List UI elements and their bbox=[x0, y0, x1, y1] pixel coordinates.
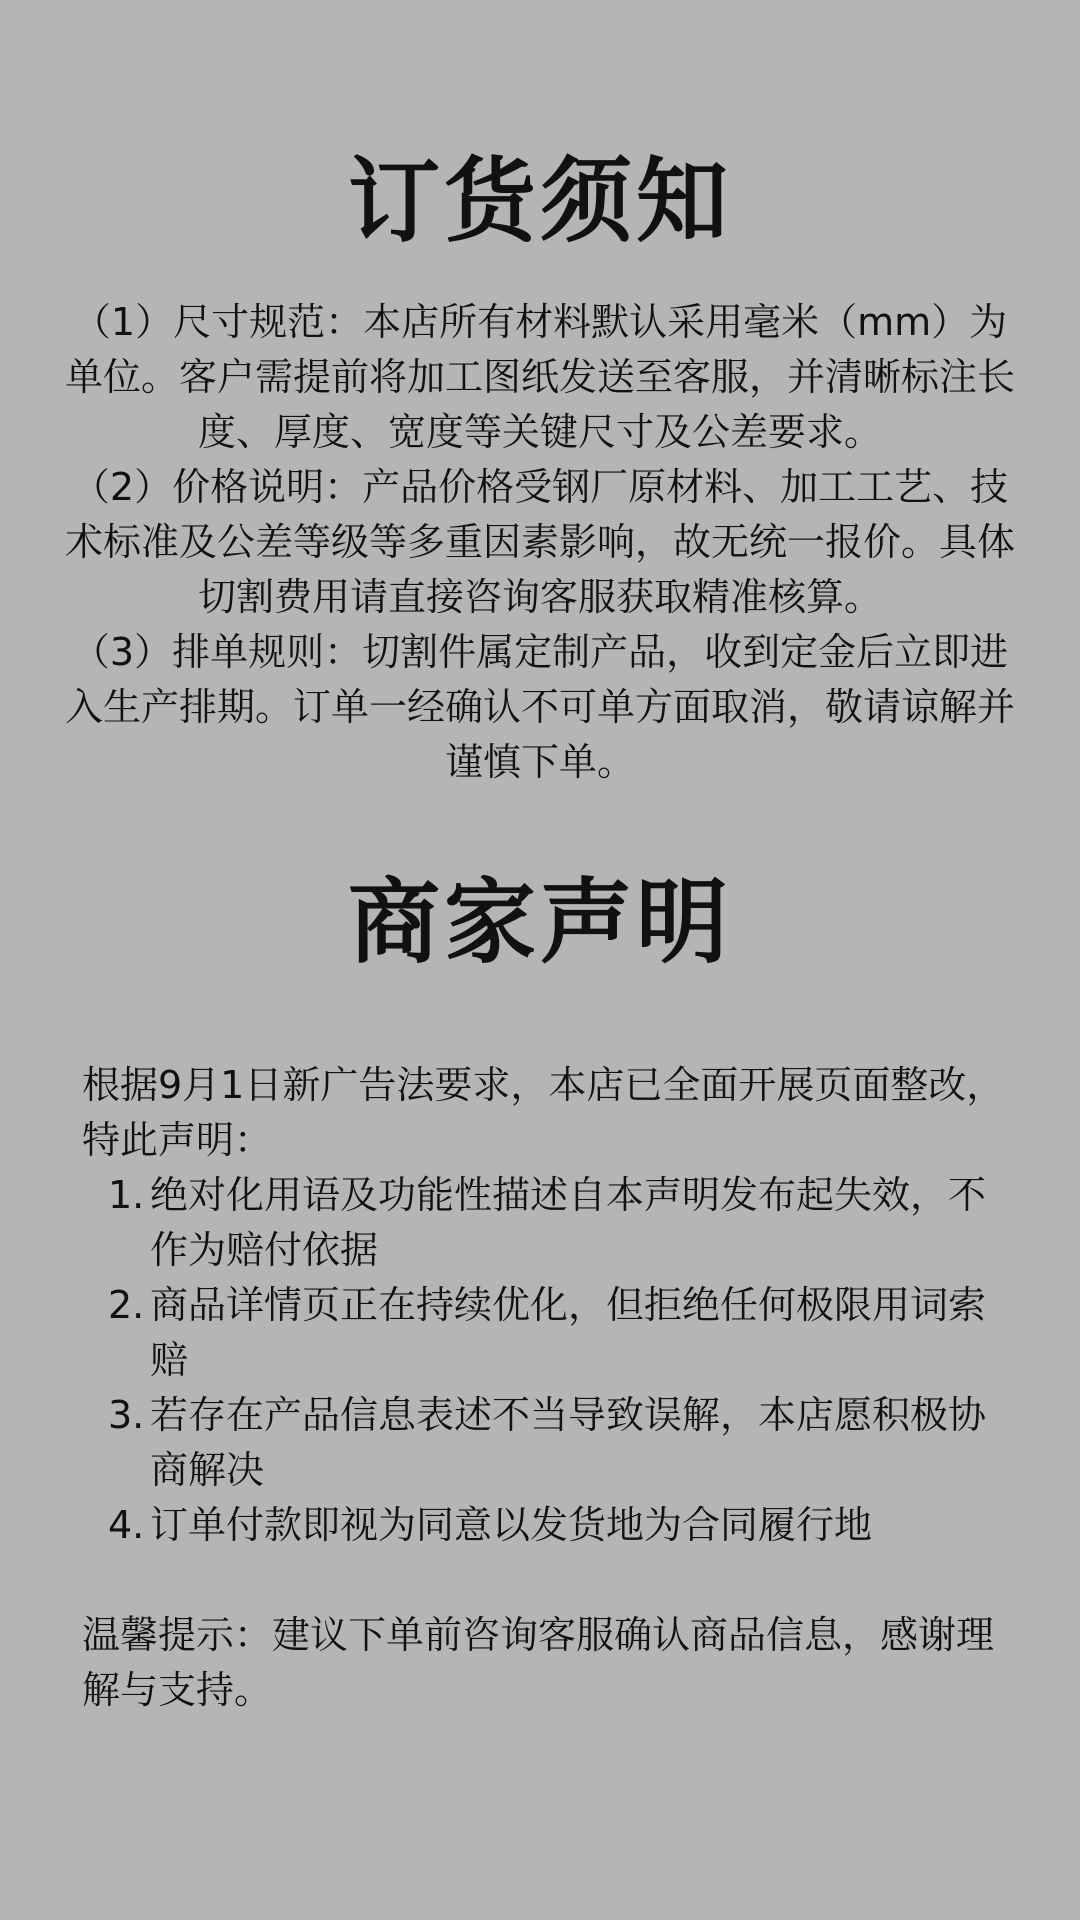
list-item-text: 商品详情页正在持续优化，但拒绝任何极限用词索赔 bbox=[150, 1283, 987, 1382]
merchant-statement-title: 商家声明 bbox=[347, 869, 732, 976]
list-item bbox=[82, 1388, 1012, 1498]
order-notice-title: 订货须知 bbox=[347, 148, 732, 255]
order-notice-body bbox=[58, 295, 1022, 790]
list-item-number: 3. bbox=[108, 1393, 145, 1437]
list-item-text: 订单付款即视为同意以发货地为合同履行地 bbox=[150, 1503, 873, 1547]
list-item bbox=[82, 1498, 1012, 1553]
order-notice-item-size: （1）尺寸规范：本店所有材料默认采用毫米（mm）为单位。客户需提前将加工图纸发送至客服，并清晰标注长度、厚度、宽度等关键尺寸及公差要求。 bbox=[64, 300, 1015, 454]
statement-list bbox=[82, 1168, 1012, 1553]
order-notice-item-price: （2）价格说明：产品价格受钢厂原材料、加工工艺、技术标准及公差等级等多重因素影响，故无统一报价。具体切割费用请直接咨询客服获取精准核算。 bbox=[64, 465, 1015, 619]
list-item-number: 1. bbox=[108, 1173, 145, 1217]
merchant-statement-body bbox=[82, 1058, 1012, 1718]
warm-tip: 温馨提示：建议下单前咨询客服确认商品信息，感谢理解与支持。 bbox=[82, 1613, 995, 1712]
order-notice-item-schedule: （3）排单规则：切割件属定制产品，收到定金后立即进入生产排期。订单一经确认不可单方面取消，敬请谅解并谨慎下单。 bbox=[64, 630, 1015, 784]
statement-intro: 根据9月1日新广告法要求，本店已全面开展页面整改，特此声明： bbox=[82, 1063, 1005, 1162]
list-item bbox=[82, 1278, 1012, 1388]
list-item-text: 若存在产品信息表述不当导致误解，本店愿积极协商解决 bbox=[150, 1393, 987, 1492]
list-item-number: 4. bbox=[108, 1503, 145, 1547]
list-item-number: 2. bbox=[108, 1283, 145, 1327]
list-item bbox=[82, 1168, 1012, 1278]
list-item-text: 绝对化用语及功能性描述自本声明发布起失效，不作为赔付依据 bbox=[150, 1173, 987, 1272]
